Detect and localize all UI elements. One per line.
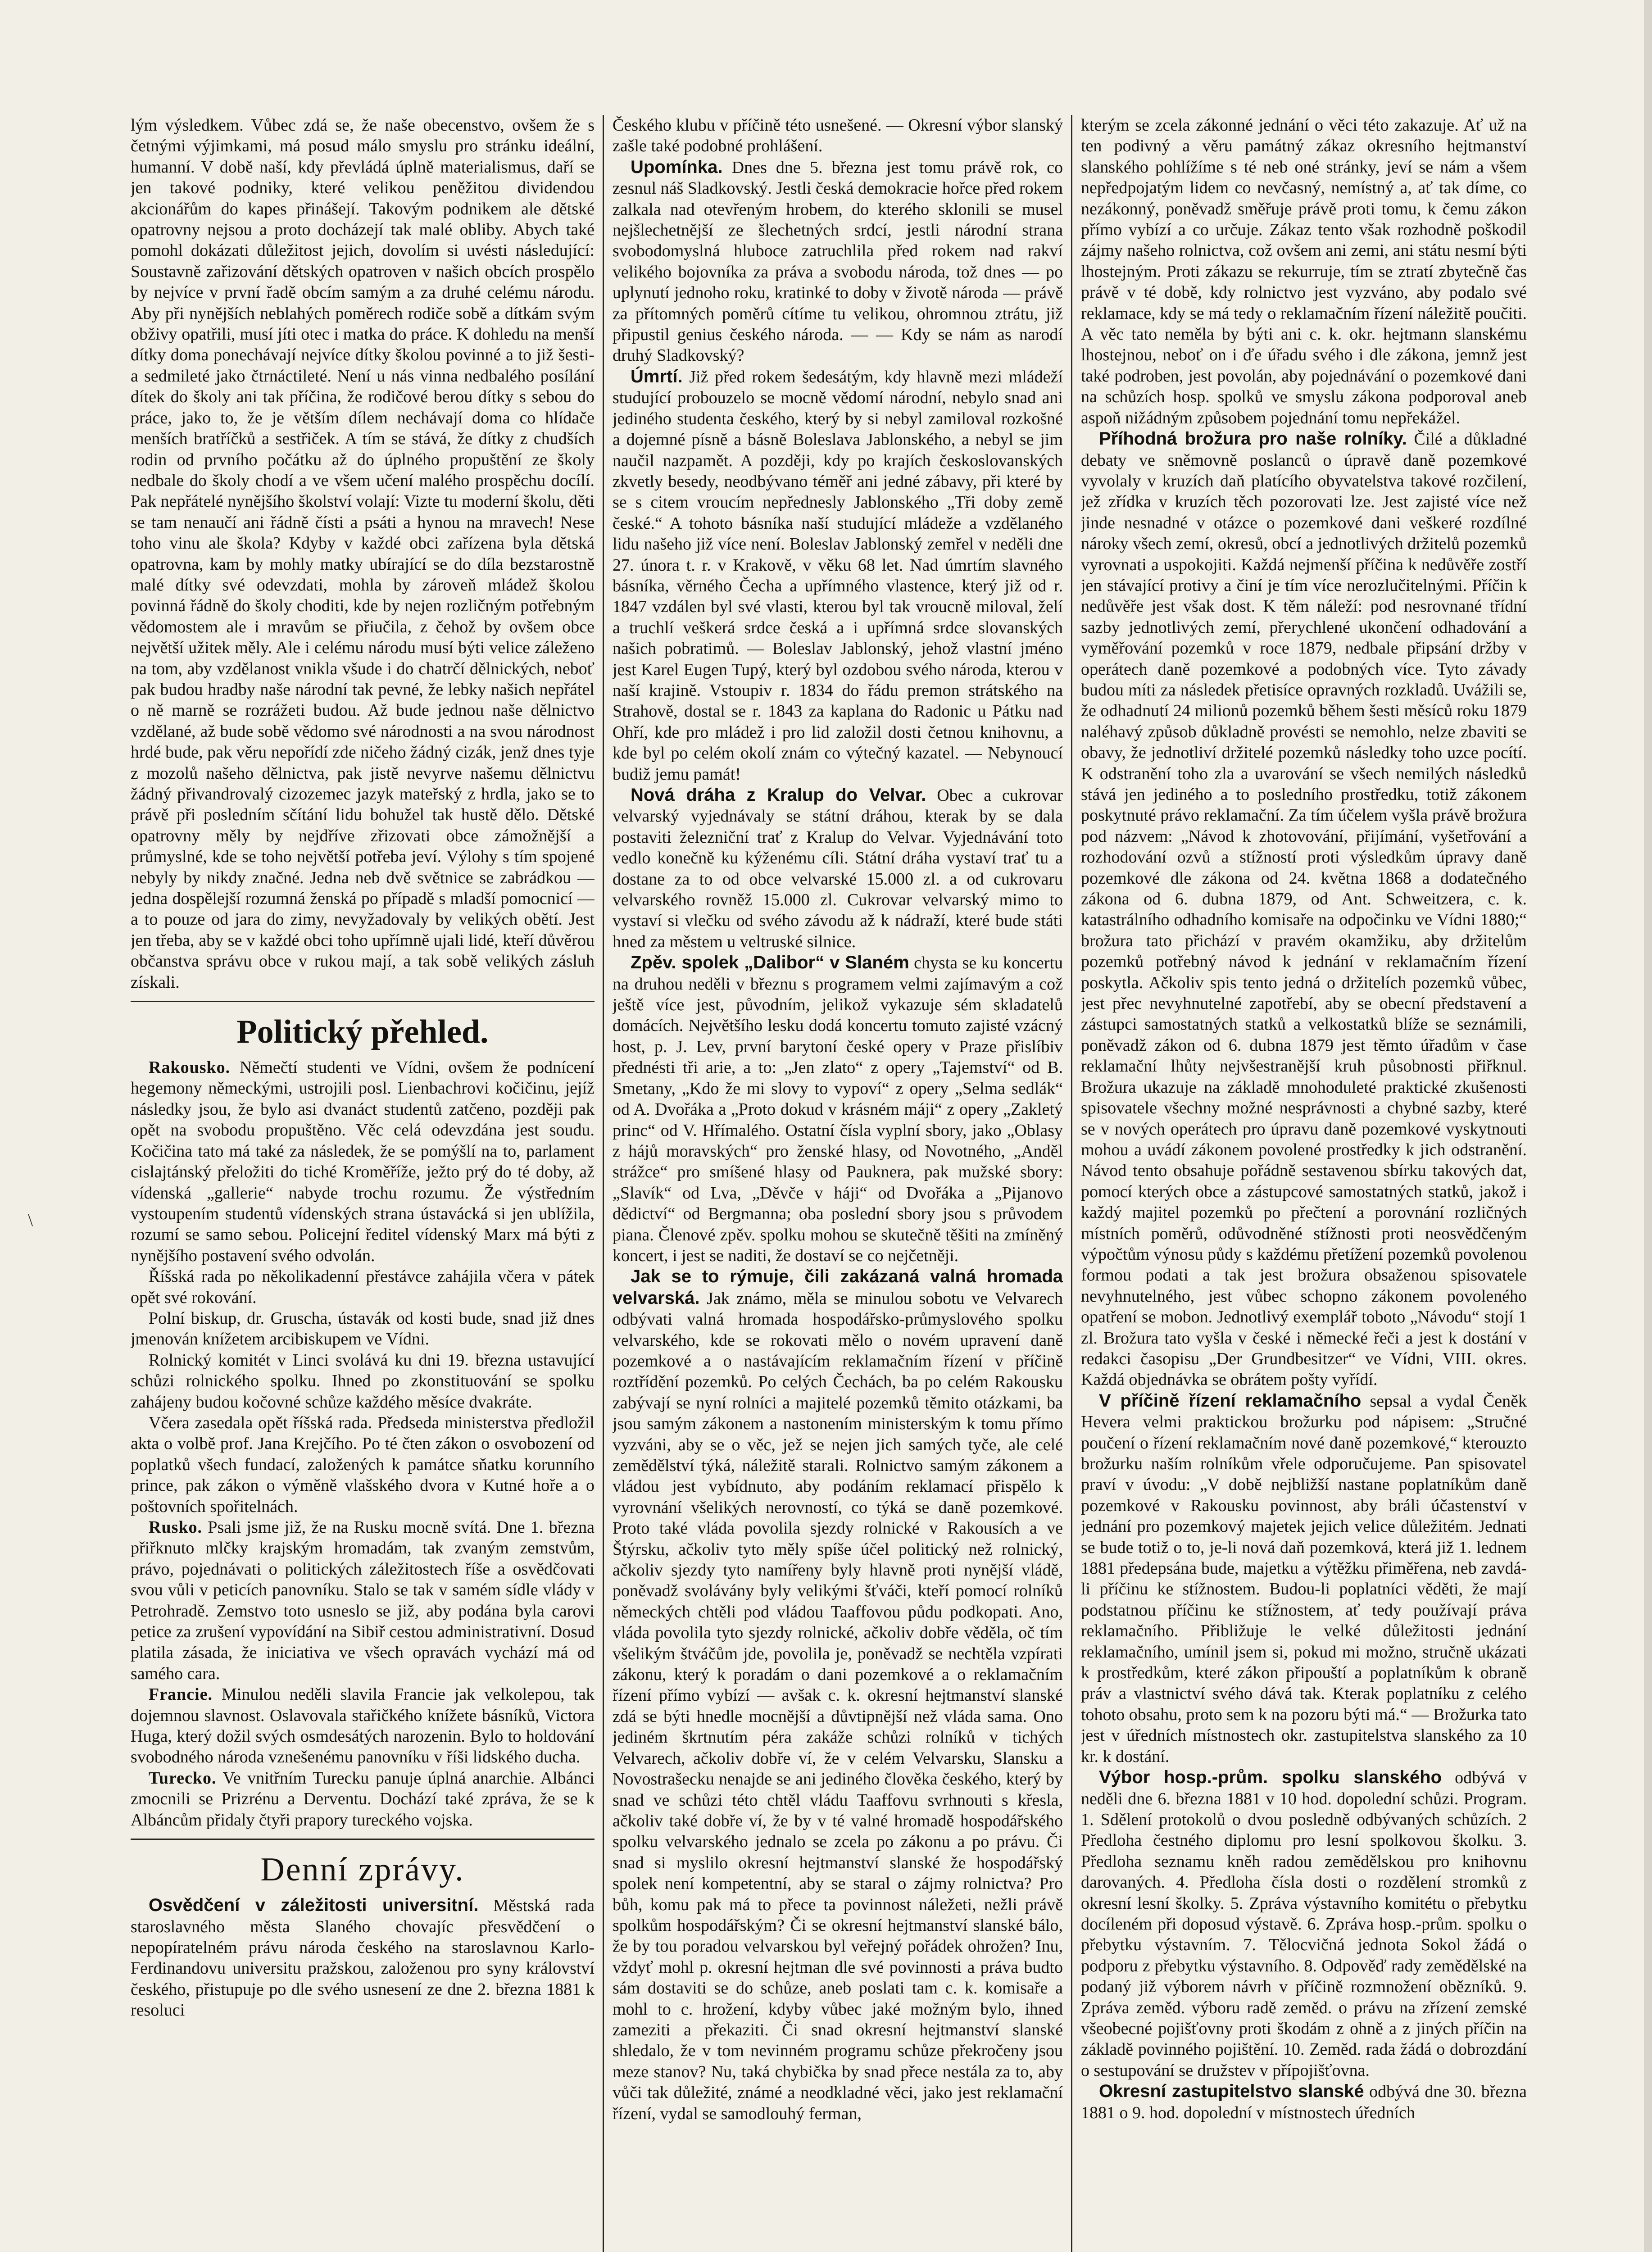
divider (131, 1001, 595, 1002)
article-title: Nová dráha z Kralup do Velvar. (631, 785, 926, 805)
column-rule (1071, 115, 1072, 2252)
news-brozura: Příhodná brožura pro naše rolníky. Čilé a důkladné debaty ve sněmovně poslanců o úpravě daně pozemkové vyvolaly v kruzích daň platícího obyvatelstva takové rozčilení, jež zřídka v kruzích těch pozorovati lze. Jest zajisté více než jinde nesnadné v otázce o pozemkové dani veškeré rozdílné nároky všech zemí, okresů, obcí a jednotlivých držitelů pozemků vyrovnati a uspokojiti. Každá nejmenší příčina k nedůvěře zostří jen stávající protivy a činí je tím více nerozlučitelnými. Příčin k nedůvěře jest však dost. K těm náleží: pod nesrovnané třídní sazby jednotlivých zemí, přerychlené ukončení odhadování a vyměřování pozemků v roce 1879, nedbale připsání držby v operátech daně pozemkové a podobných více. Tyto závady budou míti za následek přetisíce opravných rozkladů. Uvážili se, že odhadnutí 24 milionů pozemků během šesti měsíců roku 1879 naléhavý způsob důkladně provésti se nemohlo, nelze zbaviti se obavy, že jednotliví držitelé pozemků následky toho uzce pocítí. K odstranění toho zla a uvarování se všech nemilých následků stává jen jediného a to posledního prostředku, totiž zákonem poskytnuté právo reklamační. Za tím účelem vyšla právě brožura pod názvem: „Návod k zhotovování, přijímání, vyšetřování a rozhodování ozvů a stížností proti výsledkům úpravy daně pozemkové dle zákona od 24. května 1868 a dodatečného zákona od 6. dubna 1879, od Ant. Schweitzera, c. k. katastrálního odhadního komisaře na odpočinku ve Vídni 1880;“ brožura tato přichází v pravém okamžiku, aby držitelům pozemků potřebný návod k jednání v reklamačním řízení poskytla. Ačkoliv spis tento jedná o držitelích pozemků vůbec, jest přec nevyhnutelné zapotřebí, aby se obecní představení a zástupci samostatných statků a velkostatků blíže se seznámili, poněvadž zákon od 6. dubna 1879 jest těmto úřadům v čase reklamační lhůty nejvšestranější kruh působnosti přiřknul. Brožura ukazuje na základě mnohoduleté praktické zkušenosti spisovatele všechny možné nesprávnosti a chybné sazby, které se v nových operátech pro úpravu daně pozemkové vyskytnouti mohou a uvádí zákonem povolené prostředky k jich odstranění. Návod tento obsahuje pořádně sestavenou sbírku takových dat, pomocí kterých obce a zástupcové samostatných statků, jakož i každý majitel pozemků po přečtení a porovnání rozličných místních poměrů, odůvodněné stížnosti proti neosvědčeným výpočtům výnosu půdy s každému přetížení pozemků povolenou formou podati a tak jest brožura obsaženou spisovatele nevyhnutelného, jest vůbec schopno zákonem povoleného opatření se mobon. Jednotlivý exemplář toboto „Návodu“ stojí 1 zl. Brožura tato vyšla v české i německé řeči a jest k dostání v redakci časopisu „Der Grundbesitzer“ ve Vídni, VIII. okres. Každá objednávka se obrátem pošty vyřídí. (1081, 429, 1527, 1389)
newspaper-page (131, 115, 1527, 2252)
news-francie: Francie. Minulou neděli slavila Francie jak velkolepou, tak dojemnou slavnost. Oslavovala stařičkého knížete básníků, Victora Huga, který dožil svých osmdesátých narozenin. Bylo to holdování svobodného národa vznešenému panovníku v říši lidského ducha. (131, 1685, 595, 1767)
article-title: Osvědčení v záležitosti universitní. (149, 1895, 479, 1916)
news-rymuje: Jak se to rýmuje, čili zakázaná valná hromada velvarská. Jak známo, měla se minulou sobotu ve Velvarech odbývati valná hromada hospodářsko-průmyslového spolku velvarského, kde se rokovati mělo o novém upravení daně pozemkové a o nastávajícím reklamačním řízení v příčině roztřídění pozemků. Po celých Čechách, ba po celém Rakousku zabývají se nyní rolníci a majitelé pozemků těmito otázkami, ba jsou samým zákonem a nastonením ministerským k tomu přímo vyzváni, aby se o věc, jež se nejen jich samých tyče, ale celé zemědělství týká, náležitě starali. Rolnictvo samým zákonem a vládou jest vybídnuto, aby podáním reklamací přispělo k vyrovnání všelikých nerovností, co týká se daně pozemkové. Proto také vláda povolila sjezdy rolnické v Rakousích a ve Štýrsku, ačkoliv tyto měly spíše účel politický než rolnický, ačkoliv sjezdy tyto namířeny byly hlavně proti nynější vládě, poněvadž svolávány byly velikými šťváči, kteří pomocí rolníků německých chtěli pod vládou Taaffovou půdu podkopati. Ano, vláda povolila tyto sjezdy rolnické, ačkoliv dobře věděla, oč tím všelikým štváčům jde, povolila je, poněvadž se nechtěla vzpírati zákonu, který k poradám o dani pozemkové a o reklamačním řízení přímo vybízí — avšak c. k. okresní hejtmanství slanské zdá se býti hnedle mocnější a důvtipnější než vláda sama. Ono jediném škrtnutím péra zakáže schůzi rolníků v tichých Velvarech, ačkoliv dobře ví, že v celém Velvarsku, Slansku a Novostrašecku nenajde se ani jediného člověka českého, který by snad ve schůzi této chtěl vládu Taaffovu svrhnouti s křesla, ačkoliv také dobře ví, že by v té valné hromadě hospodářského spolku velvarského jednalo se zcela po zákonu a po právu. Či snad si myslilo okresní hejtmanství slanské že hospodářský spolek není kompetentní, aby se staral o zájmy rolnictva? Pro bůh, komu pak má to přece ta povinnost náležeti, nežli právě spolkům hospodářským? Či se okresní hejtmanství slanské bálo, že by tou poradou velvarskou byl veřejný pořádek ohrožen? Inu, vždyť mohl p. okresní hejtman dle své povinnosti a práva budto sám dostaviti se do schůze, aneb poslati tam c. k. komisaře a mohl to c. hrožení, kdyby vůbec jaké možným bylo, ihned zameziti a překaziti. Či snad okresní hejtmanství slanské shledalo, že v tom nevinném programu schůze překročeny jsou meze stanov? Nu, taká chybička by snad přece nestála za to, aby vůči tak důležité, známé a neodkladné věci, jako jest reklamační řízení, vydal se samodlouhý ferman, (613, 1267, 1063, 2123)
country-label: Rusko. (149, 1518, 202, 1537)
column-right (1081, 115, 1527, 2252)
news-rusko: Rusko. Psali jsme již, že na Rusku mocně svítá. Dne 1. března přiřknuto mlčky krajským hromadám, tak zvaným zemstvům, právo, pojednávati o politických záležitostech říše a osvědčovati svou vůli v peticích panovníku. Stalo se tak v samém sídle vlády v Petrohradě. Zemstvo toto usneslo se již, aby podána byla carovi petice za zrušení vypovídání na Sibiř cestou administrativní. Dosud platila zásada, že iniciativa ve všech opravách vychází má od samého cara. (131, 1518, 595, 1683)
news-upominka: Upomínka. Dnes dne 5. března jest tomu právě rok, co zesnul náš Sladkovský. Jestli česká demokracie hořce před rokem zalkala nad otevřeným hrobem, do kterého sklonili se musel nejšlechetnější ze šlechetných srdcí, jestli národní strana svobodomyslná hluboce zatruchlila před rokem nad rakví velikého bojovníka za práva a svobodu národa, tož dnes — po uplynutí jednoho roku, kratinké to doby v životě národa — právě za přítomných poměrů cítíme tu velikou, ohromnou ztrátu, již připustil genius českého národa. — — Kdy se nám as narodí druhý Sladkovský? (613, 157, 1063, 365)
news-draha: Nová dráha z Kralup do Velvar. Obec a cukrovar velvarský vyjednávaly se státní dráhou, kterak by se dala postaviti železniční trať z Kralup do Velvar. Vyjednávání toto vedlo konečně ku kýženému cíli. Státní dráha vystaví trať tu a dostane za to od obce velvarské 15.000 zl. a od cukrovaru velvarského rovněž 15.000 zl. Cukrovar velvarský mimo to vystaví si vlečku od svého závodu až k nádraží, které bude státi hned za městem u veltruské silnice. (613, 785, 1063, 951)
news-item: Polní biskup, dr. Gruscha, ústavák od kosti bude, snad již dnes jmenován knížetem arcibiskupem ve Vídni. (131, 1308, 595, 1349)
article-title: Upomínka. (631, 157, 723, 177)
divider (131, 1839, 595, 1840)
news-item: Rolnický komitét v Linci svolává ku dni 19. března ustavující schůzi rolnického spolku. Ihned po zkonstituování se spolku zahájeny budou kočovné schůze každého měsíce dvakráte. (131, 1350, 595, 1412)
daily-news-heading: Denní zprávy. (260, 1851, 465, 1889)
news-vybor: Výbor hosp.-prům. spolku slanského odbývá v neděli dne 6. března 1881 v 10 hod. dopolední schůzi. Program. 1. Sdělení protokolů o dvou posledně odbývaných schůzích. 2 Předloha čestného diplomu pro lesní spolkovou školku. 3. Předloha seznamu kněh radou zemědělskou pro knihovnu darovaných. 4. Předloha čísla dosti o rozdělení stromků z okresní lesní školky. 5. Zpráva výstavního komitétu o přebytku docíleném při doposud výstavě. 6. Zpráva hosp.-prům. spolku o přebytku výstavním. 7. Tělocvičná jednota Sokol žádá o podporu z přebytku výstavního. 8. Odpověď rady zemědělské na podaný již výborem návrh v příčině rozmnožení obězníků. 9. Zpráva zeměd. výboru radě zeměd. o právu na zřízení zemské všeobecné pojišťovny proti škodám z ohně a z jiných příčin na základě povinného pojištění. 10. Zeměd. rada žádá o dobrozdání o sestupování se družstev v přípojišťovna. (1081, 1767, 1527, 2080)
article-title: Zpěv. spolek „Dalibor“ v Slaném (631, 953, 909, 973)
article-title: Příhodná brožura pro naše rolníky. (1099, 429, 1407, 449)
news-osvedceni: Osvědčení v záležitosti universitní. Městská rada staroslavného města Slaného chovajíc přesvědčení o nepopíratelném právu národa českého na staroslavnou Karlo-Ferdinandovu universitu pražskou, založenou pro syny království českého, přistupuje po dle svého usnesení ze dne 2. března 1881 k resoluci (131, 1895, 595, 2020)
country-label: Turecko. (149, 1768, 217, 1788)
news-rakousko: Rakousko. Němečtí studenti ve Vídni, ovšem že podnícení hegemony německými, ustrojili posl. Lienbachrovi kočičinu, jejíž následky jsou, že bylo asi dvanáct studentů zatčeno, později pak opět na svobodu propuštěno. Věc celá odevzdána jest soudu. Kočičina tato má také za následek, že se pomýšlí na to, parlament cislajtánský přeložiti do tiché Kroměříže, ježto prý do té doby, až vídenská „gallerie“ nabyde trochu rozumu. Že výstředním vystoupením studentů vídenských strana ústavácká si jen ublížila, rozumí se samo sebou. Policejní ředitel vídenský Marx má býti z nynějšího postavení svého odvolán. (131, 1058, 595, 1265)
news-item: Říšská rada po několikadenní přestávce zahájila včera v pátek opět své rokování. (131, 1267, 595, 1307)
column-middle (613, 115, 1063, 2252)
column-left (131, 115, 595, 2252)
news-continuation: kterým se zcela zákonné jednání o věci této zakazuje. Ať už na ten podivný a věru památný zákaz okresního hejtmanství slanského pohlížíme s té neb oné stránky, jeví se nám a všem nepředpojatým lidem co nevčasný, nemístný a, ať tak díme, co nezákonný, poněvadž směřuje právě proti tomu, k čemu zákon přímo vybízí a co určuje. Zákaz tento však rozhodně poškodil zájmy našeho rolnictva, což ovšem ani zemi, ani státu nesmí býti lhostejným. Proti zákazu se rekurruje, tím se ztratí zbytečně čas právě v té době, kdy rolnictvo jest vyzváno, aby podalo své reklamace, kdy se má tedy o reklamačním řízení náležitě poučiti. A věc tato neměla by býti ani c. k. okr. hejtmann slanskému lhostejnou, neboť on i ďe úřadu svého i dle zákona, jemnž jest také podroben, jest povolán, aby pojednávání o pozemkové dani na schůzích hosp. spolků ve smyslu zákona podporoval aneb aspoň nižádným způsobem pojednání tomu nepřekážel. (1081, 116, 1527, 427)
news-item: Včera zasedala opět říšská rada. Předseda ministerstva předložil akta o volbě prof. Jana Krejčího. Po té čten zákon o osvobození od poplatků všech fundací, založených k památce sňatku korunního prince, pak zákon o výměně vlašského dvora v Kutné hoře a o poštovních spořitelnách. (131, 1413, 595, 1516)
article-title: Výbor hosp.-prům. spolku slanského (1099, 1767, 1442, 1788)
news-continuation: Českého klubu v příčině této usnešené. — Okresní výbor slanský zašle také podobné prohlášení. (613, 116, 1063, 156)
news-okres: Okresní zastupitelstvo slanské odbývá dne 30. března 1881 o 9. hod. dopolední v místnostech úředních (1081, 2081, 1527, 2122)
page-edge (1644, 0, 1652, 2252)
column-rule (603, 115, 604, 2252)
article-title: Úmrtí. (631, 366, 683, 386)
news-rizeni: V příčině řízení reklamačního sepsal a vydal Čeněk Hevera velmi praktickou brožurku pod nápisem: „Stručné poučení o řízení reklamačním nové daně pozemkové,“ kterouzto brožurku naším rolníkům vřele odporučujeme. Pan spisovatel praví v úvodu: „V době nejbližší nastane poplatníkům daně pozemkové v Rakousku povinnost, aby bráli účastenství v jednání pro pozemkový majetek jejich velice důležitém. Jednati se bude totiž o to, je-li nová daň pozemková, která již 1. lednem 1881 předepsána bude, majetku a výtěžku přiměřena, neb zavdá-li příčinu ke stížnostem. Budou-li poplatníci věděti, že mají podstatnou příčinu ke stížnostem, ať tedy používají práva reklamačního. Přibližuje le velké důležitosti jednání reklamačního, umínil jsem si, pokud mi možno, stručně ukázati k prostředkům, které zákon připouští a poplatníkům k obraně práv a vlastnictví svého dává tak. Kterak poplatníku z celého tohoto obsahu, proto sem k na pozoru býti má.“ — Brožurka tato jest v úředních místnostech okr. zastupitelstva slanského za 10 kr. k dostání. (1081, 1390, 1527, 1766)
article-title: V příčině řízení reklamačního (1099, 1390, 1362, 1411)
country-label: Francie. (149, 1685, 213, 1704)
country-label: Rakousko. (149, 1058, 231, 1077)
political-overview-heading: Politický přehled. (236, 1013, 489, 1051)
article-opatrovny: lým výsledkem. Vůbec zdá se, že naše obecenstvo, ovšem že s četnými výjimkami, má posud málo smyslu pro stránku ideální, humanní. V době naší, kdy převládá úplně materialismus, daří se jen takové podniky, které velikou peněžitou dividendou akcionářům do kapes přinášejí. Takovým podnikem ale dětské opatrovny nejsou a proto docházejí tak malé obliby. Abych také pomohl dokázati důležitost jejich, dovolím si uvésti následující: Soustavně zařizování dětských opatroven v našich obcích prospělo by nejvíce v první řadě obcím samým a za druhé celému národu. Aby při nynějších neblahých poměrech rodiče sobě a dítkám svým obživy opatřili, musí jíti otec i matka do práce. K dohledu na menší dítky doma ponechávají nejvíce dítky školou povinné a to již šesti- a sedmileté jako čtrnáctileté. Není u nás vinna nedbalého posílání dítek do školy ani tak příčina, že rodičové berou dítky s sebou do práce, jako to, že je větším dílem nechávají doma co hlídače menších bratříčků a sestřiček. A tím se stává, že dítky z chudších rodin od prvního počátku až do úplného propuštění ze školy nedbale do školy chodí a ve všem učení malého prospěchu docílí. Pak nepřátelé nynějšího školství volají: Vizte tu moderní školu, děti se tam nenaučí ani řádně čísti a psáti a hynou na mravech! Nese toho vinu ale škola? Kdyby v každé obci zařízena byla dětská opatrovna, kam by mohly matky ubírající se do díla bezstarostně malé dítky své odevzdati, mohla by zároveň mládež školou povinná řádně do školy choditi, kde by nejen rozličným potřebným vědomostem ale i mravům se přiučila, z čehož by ovšem obce největší užitek měly. Ale i celému národu musí býti velice záleženo na tom, aby vzdělanost vnikla všude i do chatrčí dělnických, neboť pak budou hradby naše národní tak pevné, že lebky našich nepřátel o ně marně se rozrážeti budou. Až bude jednou naše dělnictvo vzdělané, až bude sobě vědomo své národnosti a na svou národnost hrdé bude, pak věru nepořídí zde ničeho žádný cizák, jenž dnes tyje z mozolů našeho dělnictva, pak jistě nevyrve našemu dělnictvu žádný přivandrovalý cizozemec jazyk mateřský z hrdla, jako se to právě při posledním sčítání lidu bohužel tak hustě dělo. Dětské opatrovny měly by nejdříve zřizovati obce zámožnější a průmyslné, kde se toho největší potřeba jeví. Výlohy s tím spojené nebyly by nikdy značné. Jedna neb dvě světnice se zabrádkou — jedna dospělejší rozumná ženská po případě s mladší pomocnicí — a to pouze od jara do zimy, nevyžadovaly by velikých obětí. Jest jen třeba, aby se v každé obci toho upřímně ujali lidé, kteří důvěrou občanstva správu obce v rukou mají, a tak sobě velikých zásluh získali. (131, 116, 595, 992)
margin-mark: \ (28, 1210, 33, 1230)
news-umrti: Úmrtí. Již před rokem šedesátým, kdy hlavně mezi mládeží studující probouzelo se mocně vědomí národní, nebylo snad ani jediného studenta českého, který by si nebyl zamiloval rozkošné a dojemné písně a básně Boleslava Jablonského, a nebyl se jim naučil nazpamět. A později, kdy po krajích českoslovanských zkvetly besedy, neodbývano téměř ani jedné zábavy, při které by se s citem vroucím nepřednesly Jablonského „Tři doby země české.“ A tohoto básníka naší studující mládeže a vzdělaného lidu našeho již více není. Boleslav Jablonský zemřel v neděli dne 27. února t. r. v Krakově, v věku 68 let. Nad úmrtím slavného básníka, věrného Čecha a upřímného vlastence, který již od r. 1847 vzdálen byl své vlasti, kterou byl tak vroucně miloval, želí a truchlí veškerá srdce česká a i upřímná srdce slovanských našich pobratimů. — Boleslav Jablonský, jehož vlastní jméno jest Karel Eugen Tupý, který byl ozdobou svého národa, kterou v naší krajině. Vstoupiv r. 1834 do řádu premon strátského na Strahově, dostal se r. 1843 za kaplana do Radonic u Pátku nad Ohří, kde pro mládež i pro lid založil dosti četnou knihovnu, a kde byl po celém okolí znám co výtečný kazatel. — Nebynoucí budiž jemu památ! (613, 366, 1063, 784)
article-title: Okresní zastupitelstvo slanské (1099, 2081, 1364, 2102)
news-zpev: Zpěv. spolek „Dalibor“ v Slaném chysta se ku koncertu na druhou neděli v březnu s programem velmi zajímavým a což ještě více jest, původním, jelikož vykazuje sém skladatelů domácích. Největšího lesku dodá koncertu tomuto zajisté vzácný host, p. J. Lev, první barytoní české opery v Praze přislíbiv přednésti tři arie, a to: „Jen zlato“ z opery „Tajemství“ od B. Smetany, „Kdo že mi slovy to vypoví“ z opery „Selma sedlák“ od A. Dvořáka a „Proto dokud v krásném máji“ z opery „Zakletý princ“ od V. Hřímalého. Ostatní čísla vyplní sbory, jako „Oblasy z hájů moravských“ pro ženské hlasy, od Novotného, „Anděl strážce“ pro smíšené hlasy od Pauknera, pak mužské sbory: „Slavík“ od Lva, „Děvče v háji“ od Dvořáka a „Pijanovo dědictví“ od Bergmanna; oba poslední sbory jsou s průvodem piana. Členové zpěv. spolku mohou se skutečně těšiti na zmíněný koncert, i jest se naditi, že dostaví se co nejčetněji. (613, 953, 1063, 1265)
article-title: Jak se to rýmuje, čili zakázaná valná hromada velvarská. (613, 1267, 1063, 1308)
news-turecko: Turecko. Ve vnitřním Turecku panuje úplná anarchie. Albánci zmocnili se Prizrénu a Derventu. Dochází také zpráva, že se k Albáncům přidaly čtyři prapory tureckého vojska. (131, 1768, 595, 1830)
